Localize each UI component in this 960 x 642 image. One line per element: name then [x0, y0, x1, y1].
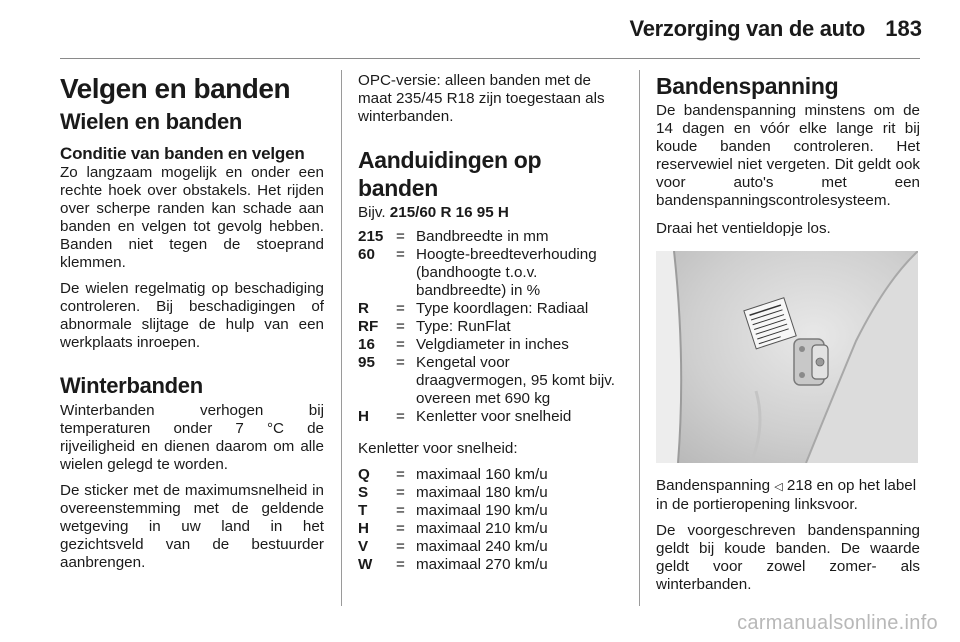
list-item	[358, 538, 620, 556]
marking-key: 16	[358, 336, 375, 353]
equals-sign: =	[396, 228, 405, 245]
speed-key: T	[358, 502, 368, 519]
section-title: Velgen en banden	[60, 73, 291, 104]
marking-value: Type koordlagen: Radiaal	[416, 300, 589, 317]
equals-sign: =	[396, 408, 405, 425]
pressure-ref-text: Bandenspanning	[656, 477, 775, 494]
example-prefix: Bijv.	[358, 204, 390, 221]
door-pillar-illustration	[656, 251, 918, 463]
list-item	[358, 228, 620, 246]
example-code: 215/60 R 16 95 H	[389, 204, 509, 221]
equals-sign: =	[396, 336, 405, 353]
site-watermark: carmanualsonline.info	[737, 612, 938, 634]
list-item	[358, 502, 620, 520]
right-column	[656, 72, 920, 594]
speed-value: maximaal 190 km/u	[416, 502, 548, 519]
marking-value: Hoogte-breedteverhouding (bandhoogte t.o.v. bandbreedte) in %	[416, 246, 597, 299]
paragraph-inspection: De wielen regelmatig op beschadiging controleren. Bij beschadigingen of abnormale slijtage de hulp van een werkplaats inroepen.	[60, 280, 324, 351]
marking-key: 215	[358, 228, 384, 245]
list-item	[358, 484, 620, 502]
door-pillar-photo	[656, 251, 918, 463]
paragraph-opc: OPC-versie: alleen banden met de maat 235/45 R18 zijn toegestaan als winterbanden.	[358, 72, 605, 125]
list-item	[358, 354, 620, 408]
equals-sign: =	[396, 538, 405, 555]
header-rule	[60, 58, 920, 59]
tire-marking-list	[358, 228, 620, 426]
equals-sign: =	[396, 466, 405, 483]
paragraph-obstacles: Zo langzaam mogelijk en onder een rechte hoek over obstakels. Het rijden over scherpe randen kan schade aan banden en velgen tot gevolg hebben. Banden niet tegen de stoeprand klemmen.	[60, 164, 324, 271]
marking-value: Kenletter voor snelheid	[416, 408, 572, 425]
marking-value: Bandbreedte in mm	[416, 228, 549, 245]
left-column	[60, 72, 324, 572]
list-item	[358, 466, 620, 484]
page-number: 183	[885, 16, 922, 41]
equals-sign: =	[396, 300, 405, 317]
marking-value: Kengetal voor draagvermogen, 95 komt bijv. overeen met 690 kg	[416, 354, 615, 407]
speed-key: S	[358, 484, 369, 501]
column-divider-right	[639, 70, 640, 606]
column-divider-left	[341, 70, 342, 606]
marking-key: R	[358, 300, 369, 317]
speed-value: maximaal 160 km/u	[416, 466, 548, 483]
speed-key: V	[358, 538, 369, 555]
tire-pressure-label	[744, 298, 796, 349]
marking-key: RF	[358, 318, 379, 335]
speed-key: W	[358, 556, 373, 573]
marking-value: Type: RunFlat	[416, 318, 511, 335]
middle-column	[358, 72, 620, 574]
equals-sign: =	[396, 484, 405, 501]
door-hinge	[794, 339, 828, 385]
speed-key: Q	[358, 466, 370, 483]
equals-sign: =	[396, 556, 405, 573]
equals-sign: =	[396, 520, 405, 537]
chapter-title: Verzorging van de auto	[629, 16, 865, 41]
equals-sign: =	[396, 354, 405, 371]
equals-sign: =	[396, 246, 405, 263]
pressure-ref-text-cont: 218 en op het label in de portieropening linksvoor.	[656, 477, 917, 513]
paragraph-speed-sticker: De sticker met de maximumsnelheid in overeenstemming met de geldende wetgeving in uw land in het gezichtsveld van de bestuurder aanbrengen.	[60, 482, 324, 571]
list-item	[358, 246, 620, 300]
marking-value: Velgdiameter in inches	[416, 336, 569, 353]
speed-rating-list	[358, 466, 620, 574]
example-line	[358, 204, 620, 222]
list-item	[358, 556, 620, 574]
speed-intro: Kenletter voor snelheid:	[358, 440, 518, 457]
speed-value: maximaal 270 km/u	[416, 556, 548, 573]
list-item	[358, 408, 620, 426]
subsection-heading-pressure: Bandenspanning	[656, 73, 839, 99]
subsection-heading-winter: Winterbanden	[60, 373, 203, 398]
marking-key: H	[358, 408, 369, 425]
speed-key: H	[358, 520, 369, 537]
paragraph-winter-tires: Winterbanden verhogen bij temperaturen onder 7 °C de rijveiligheid en dienen daarom om alle wielen gelegd te worden.	[60, 402, 324, 473]
speed-value: maximaal 240 km/u	[416, 538, 548, 555]
subsection-heading-markings: Aanduidingen op banden	[358, 147, 542, 201]
list-item	[358, 336, 620, 354]
list-item	[358, 318, 620, 336]
paragraph-pressure-reference	[656, 477, 920, 514]
paragraph-check-pressure: De bandenspanning minstens om de 14 dagen en vóór elke lange rit bij koude banden controleren. Het reservewiel niet vergeten. Dit geldt ook voor auto's met een bandenspanningscontrolesysteem.	[656, 102, 920, 209]
subsection-heading-wheels: Wielen en banden	[60, 109, 243, 134]
list-item	[358, 520, 620, 538]
page-reference-arrow-icon: ◁	[774, 481, 783, 493]
paragraph-valve-cap: Draai het ventieldopje los.	[656, 220, 831, 237]
speed-value: maximaal 180 km/u	[416, 484, 548, 501]
speed-value: maximaal 210 km/u	[416, 520, 548, 537]
list-item	[358, 300, 620, 318]
paragraph-cold-tires: De voorgeschreven bandenspanning geldt bij koude banden. De waarde geldt voor zowel zomer- als winterbanden.	[656, 522, 920, 593]
heading-tire-condition: Conditie van banden en velgen	[60, 144, 305, 163]
marking-key: 95	[358, 354, 375, 371]
equals-sign: =	[396, 502, 405, 519]
marking-key: 60	[358, 246, 375, 263]
equals-sign: =	[396, 318, 405, 335]
